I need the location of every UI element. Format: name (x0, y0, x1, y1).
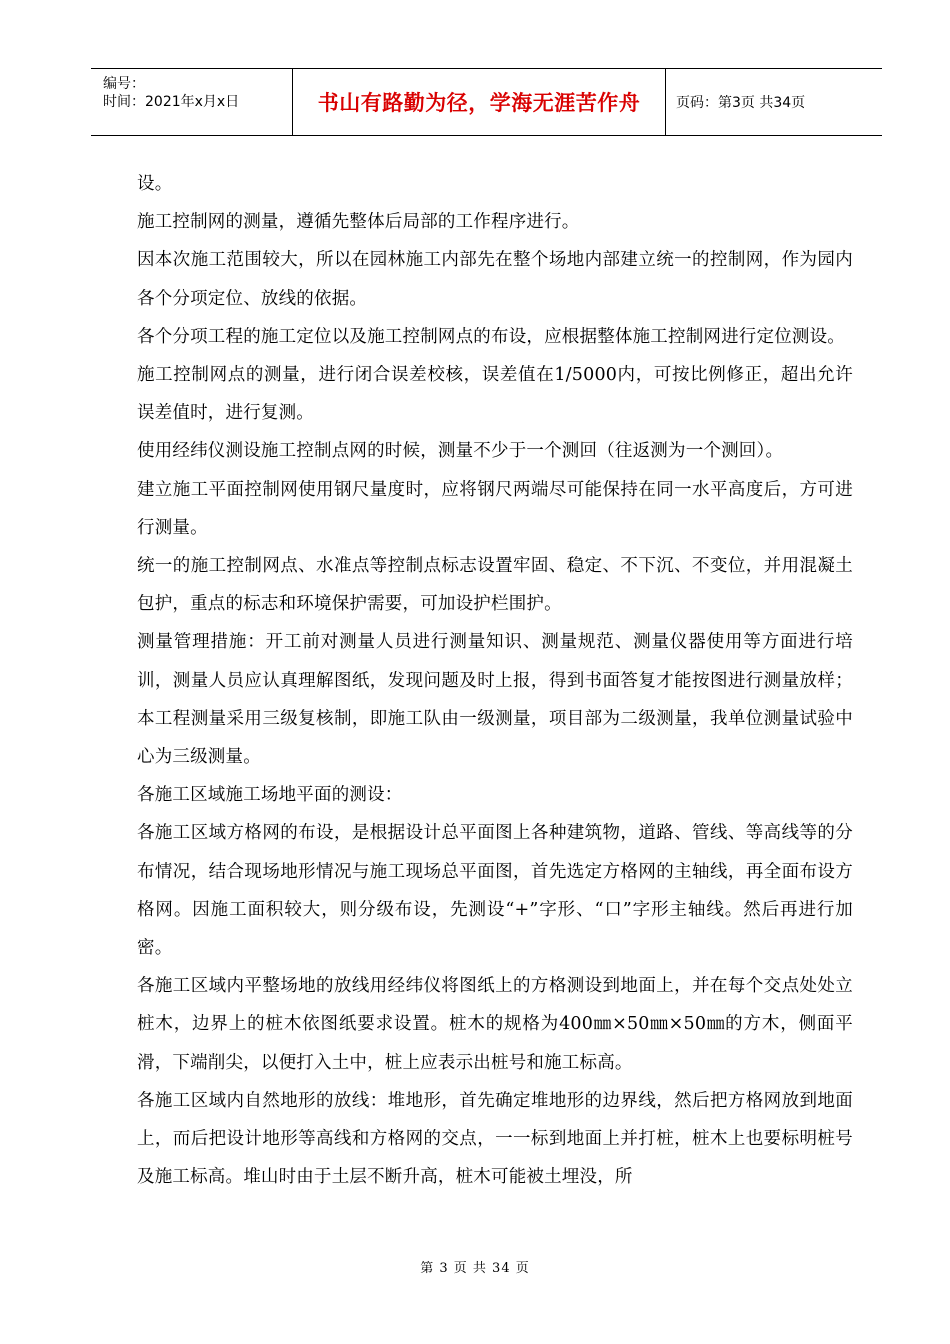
paragraph: 测量管理措施：开工前对测量人员进行测量知识、测量规范、测量仪器使用等方面进行培训，测量人员应认真理解图纸，发现问题及时上报，得到书面答复才能按图进行测量放样；本工程测量采用三级复核制，即施工队由一级测量，项目部为二级测量，我单位测量试验中心为三级测量。 (137, 632, 853, 768)
paragraph: 因本次施工范围较大，所以在园林施工内部先在整个场地内部建立统一的控制网，作为园内各个分项定位、放线的依据。 (137, 250, 853, 309)
paragraph: 各个分项工程的施工定位以及施工控制网点的布设，应根据整体施工控制网进行定位测设。 (137, 326, 845, 347)
paragraph: 各施工区域内平整场地的放线用经纬仪将图纸上的方格测设到地面上，并在每个交点处处立桩木，边界上的桩木依图纸要求设置。桩木的规格为400㎜×50㎜×50㎜的方木，侧面平滑，下端削尖，以便打入土中，桩上应表示出桩号和施工标高。 (137, 976, 853, 1073)
page-label: 页码：第3页 共34页 (676, 95, 806, 111)
header-motto-cell (293, 69, 666, 135)
paragraph: 设。 (137, 174, 173, 194)
paragraph: 施工控制网的测量，遵循先整体后局部的工作程序进行。 (137, 212, 580, 233)
paragraph: 施工控制网点的测量，进行闭合误差校核，误差值在1/5000内，可按比例修正，超出允许误差值时，进行复测。 (137, 365, 853, 424)
paragraph: 统一的施工控制网点、水准点等控制点标志设置牢固、稳定、不下沉、不变位，并用混凝土包护，重点的标志和环境保护需要，可加设护栏围护。 (137, 556, 853, 615)
serial-label: 编号： (103, 76, 145, 92)
time-label: 时间：2021年x月x日 (103, 94, 240, 110)
paragraph: 各施工区域内自然地形的放线：堆地形，首先确定堆地形的边界线，然后把方格网放到地面上，而后把设计地形等高线和方格网的交点，一一标到地面上并打桩，桩木上也要标明桩号及施工标高。堆山时由于土层不断升高，桩木可能被土埋没，所 (137, 1090, 853, 1188)
header-meta-cell (91, 69, 293, 135)
paragraph: 各施工区域方格网的布设，是根据设计总平面图上各种建筑物，道路、管线、等高线等的分布情况，结合现场地形情况与施工现场总平面图，首先选定方格网的主轴线，再全面布设方格网。因施工面积较大，则分级布设，先测设“+”字形、“口”字形主轴线。然后再进行加密。 (137, 823, 853, 959)
header-table (91, 68, 882, 136)
paragraph: 使用经纬仪测设施工控制点网的时候，测量不少于一个测回（往返测为一个测回）。 (137, 441, 784, 462)
motto-text: 书山有路勤为径，学海无涯苦作舟 (317, 91, 641, 115)
paragraph: 建立施工平面控制网使用钢尺量度时，应将钢尺两端尽可能保持在同一水平高度后，方可进行测量。 (137, 479, 853, 538)
header-page-cell (666, 69, 882, 135)
paragraph: 各施工区域施工场地平面的测设： (137, 785, 403, 806)
document-body (137, 165, 853, 1196)
page-footer: 第 3 页 共 34 页 (420, 1261, 530, 1276)
